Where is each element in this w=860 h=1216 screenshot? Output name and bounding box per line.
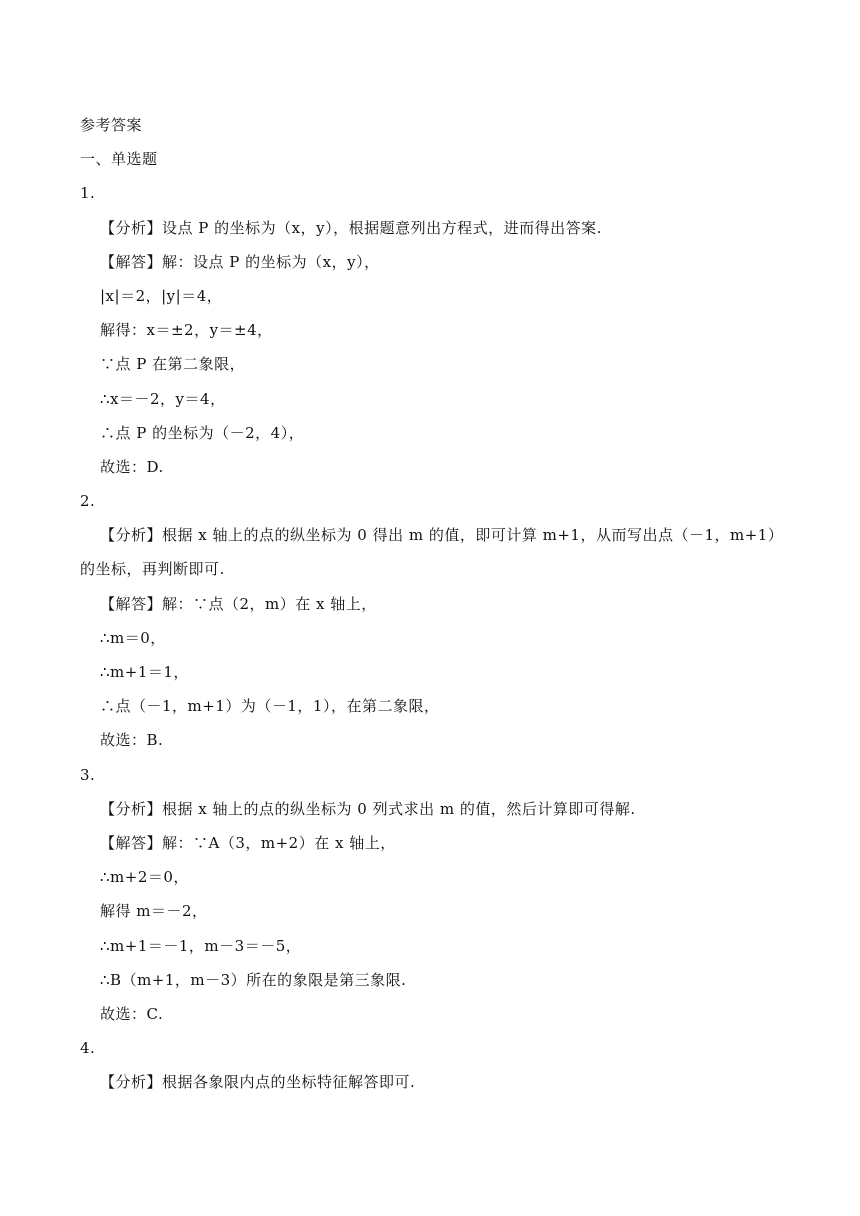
analysis-text: 【分析】根据 x 轴上的点的纵坐标为 0 得出 m 的值，即可计算 m+1，从而写出点（－1，m+1） (100, 526, 784, 545)
solution-line: ∴m+1＝－1，m－3＝－5， (100, 936, 302, 955)
solution-line: ∵点 P 在第二象限， (100, 355, 246, 374)
answer-choice: 故选：C. (100, 1004, 164, 1023)
solution-line: ∴x＝－2，y＝4， (100, 389, 226, 408)
question-number: 4. (80, 1039, 96, 1058)
solution-line: ∴m+1＝1， (100, 663, 189, 681)
analysis-text-continued: 的坐标，再判断即可. (80, 560, 225, 579)
solution-line: 【解答】解：∵点（2，m）在 x 轴上， (100, 594, 377, 613)
question-number: 3. (80, 765, 96, 784)
solution-line: ∴点（－1，m+1）为（－1，1），在第二象限， (100, 697, 440, 716)
answer-choice: 故选：B. (100, 731, 164, 750)
analysis-text: 【分析】设点 P 的坐标为（x，y），根据题意列出方程式，进而得出答案. (100, 218, 602, 237)
solution-line: 【解答】解：∵A（3，m+2）在 x 轴上， (100, 833, 396, 852)
solution-line: ∴点 P 的坐标为（－2，4）， (100, 423, 305, 442)
question-number: 2. (80, 492, 96, 511)
answer-choice: 故选：D. (100, 457, 164, 476)
answer-content (80, 108, 800, 1099)
solution-line: ∴m＝0， (100, 628, 166, 647)
solution-line: 解得：x＝±2，y＝±4， (100, 321, 273, 340)
analysis-text: 【分析】根据 x 轴上的点的纵坐标为 0 列式求出 m 的值，然后计算即可得解. (100, 799, 636, 818)
solution-line: ∴B（m+1，m－3）所在的象限是第三象限. (100, 970, 407, 989)
question-number: 1. (80, 184, 96, 203)
solution-line: ∴m+2＝0， (100, 868, 189, 887)
section-heading: 一、单选题 (80, 150, 158, 169)
solution-line: 解得 m＝－2， (100, 902, 208, 921)
analysis-text: 【分析】根据各象限内点的坐标特征解答即可. (100, 1073, 416, 1092)
solution-line: |x|＝2，|y|＝4， (100, 286, 223, 305)
doc-title: 参考答案 (80, 116, 143, 134)
solution-line: 【解答】解：设点 P 的坐标为（x，y）， (100, 252, 380, 271)
